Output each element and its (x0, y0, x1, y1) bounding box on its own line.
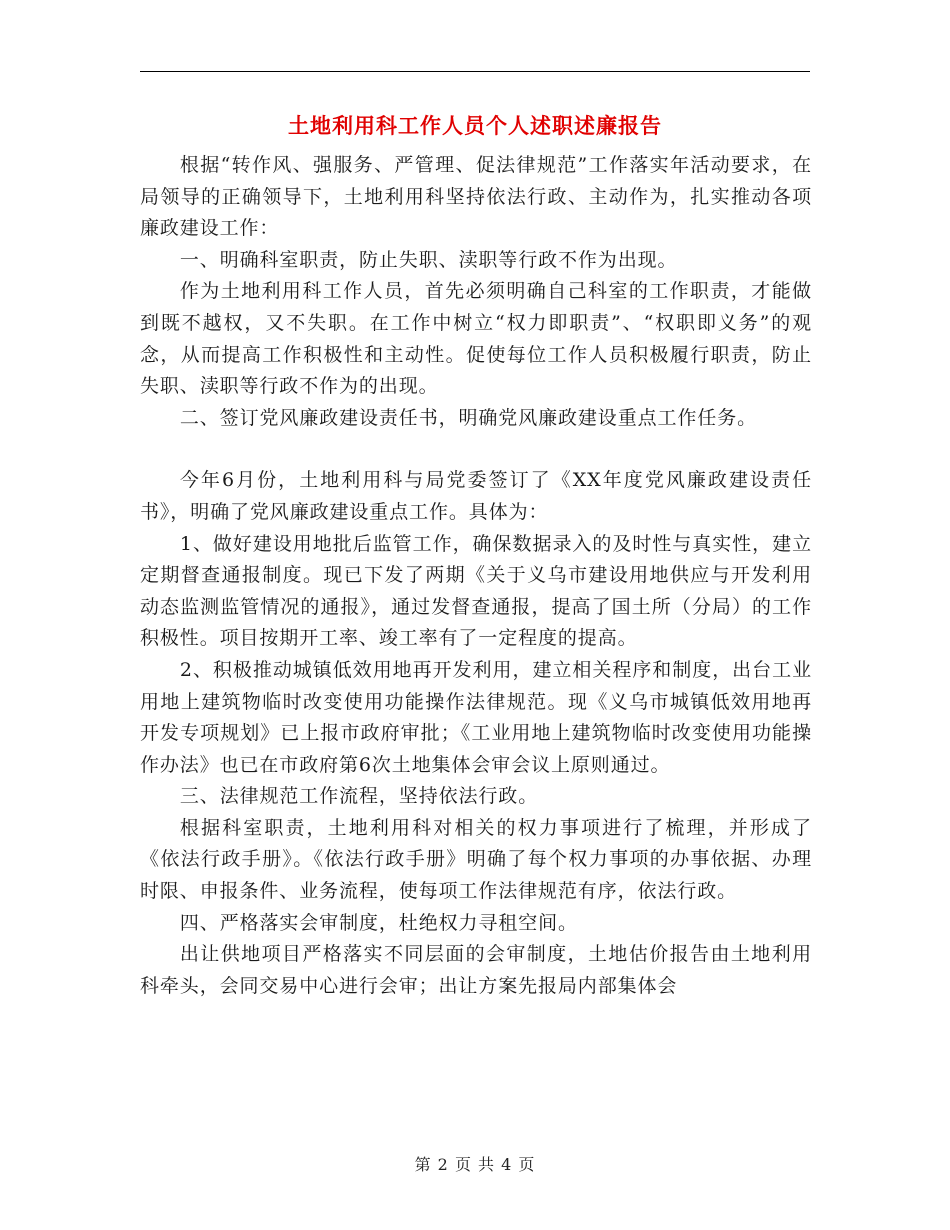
paragraph-item-1: 1、做好建设用地批后监管工作，确保数据录入的及时性与真实性，建立定期督查通报制度。现已下发了两期《关于义乌市建设用地供应与开发利用动态监测监管情况的通报》，通过发督查通报，提高了国土所（分局）的工作积极性。项目按期开工率、竣工率有了一定程度的提高。 (140, 532, 812, 650)
document-title: 土地利用科工作人员个人述职述廉报告 (288, 113, 662, 138)
paragraph-duties: 作为土地利用科工作人员，首先必须明确自己科室的工作职责，才能做到既不越权，又不失职。在工作中树立“权力即职责”、“权职即义务”的观念，从而提高工作积极性和主动性。促使每位工作人员积极履行职责，防止失职、渎职等行政不作为的出现。 (140, 280, 812, 398)
paragraph-intro: 根据“转作风、强服务、严管理、促法律规范”工作落实年活动要求，在局领导的正确领导下，土地利用科坚持依法行政、主动作为，扎实推动各项廉政建设工作： (140, 154, 812, 240)
paragraph-item-2: 2、积极推动城镇低效用地再开发利用，建立相关程序和制度，出台工业用地上建筑物临时改变使用功能操作法律规范。现《义乌市城镇低效用地再开发专项规划》已上报市政府审批；《工业用地上建筑物临时改变使用功能操作办法》也已在市政府第6次土地集体会审会议上原则通过。 (140, 658, 812, 776)
paragraph-review-system: 出让供地项目严格落实不同层面的会审制度，土地估价报告由土地利用科牵头，会同交易中心进行会审；出让方案先报局内部集体会 (140, 943, 812, 997)
section-heading-2: 二、签订党风廉政建设责任书，明确党风廉政建设重点工作任务。 (179, 406, 757, 429)
page-number: 第 2 页 共 4 页 (414, 1155, 536, 1174)
header-rule (140, 71, 810, 72)
section-heading-1: 一、明确科室职责，防止失职、渎职等行政不作为出现。 (179, 248, 678, 271)
document-body (140, 150, 812, 1002)
section-heading-4: 四、严格落实会审制度，杜绝权力寻租空间。 (179, 911, 578, 934)
paragraph-responsibility-letter: 今年6月份，土地利用科与局党委签订了《XX年度党风廉政建设责任书》，明确了党风廉政建设重点工作。具体为： (140, 469, 812, 523)
section-heading-3: 三、法律规范工作流程，坚持依法行政。 (179, 785, 539, 808)
paragraph-procedures: 根据科室职责，土地利用科对相关的权力事项进行了梳理，并形成了《依法行政手册》。《依法行政手册》明确了每个权力事项的办事依据、办理时限、申报条件、业务流程，使每项工作法律规范有序，依法行政。 (140, 816, 812, 903)
